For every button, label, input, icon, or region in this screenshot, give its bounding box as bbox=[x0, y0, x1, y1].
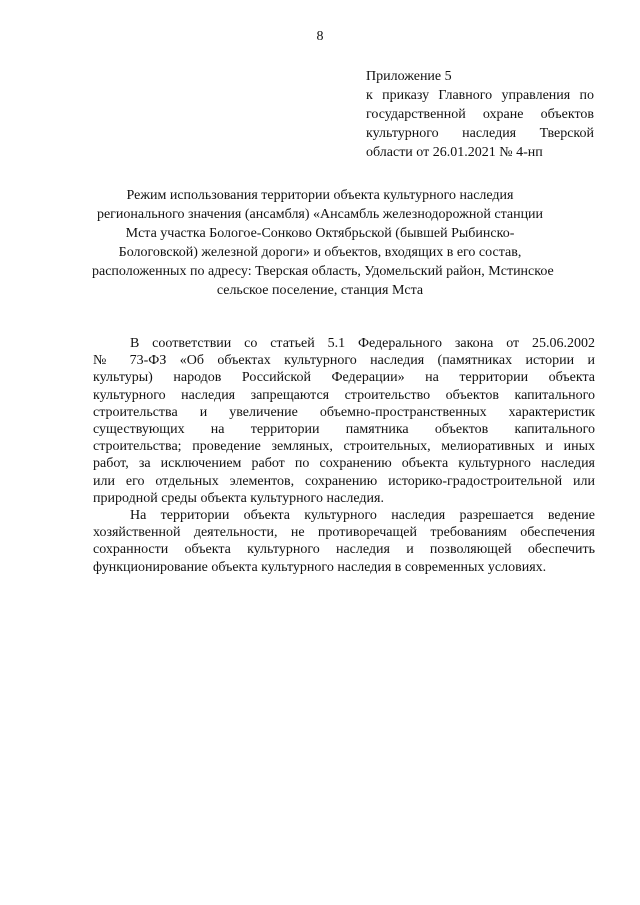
paragraph-line: строительства; проведение земляных, строительных, мелиоративных и иных bbox=[93, 439, 595, 455]
paragraph-permissions bbox=[93, 507, 595, 576]
document-title bbox=[92, 186, 554, 300]
appendix-line: к приказу Главного управления по bbox=[366, 88, 594, 103]
appendix-header bbox=[366, 67, 594, 162]
title-line: Мста участка Бологое-Сонково Октябрьской (бывшей Рыбинско- bbox=[125, 226, 515, 241]
title-line: сельское поселение, станция Мста bbox=[216, 283, 424, 298]
paragraph-line: № 73-ФЗ «Об объектах культурного наследия (памятниках истории и bbox=[93, 353, 595, 369]
title-line: Режим использования территории объекта культурного наследия bbox=[126, 188, 514, 203]
paragraph-line: хозяйственной деятельности, не противоречащей требованиям обеспечения bbox=[93, 525, 595, 541]
title-line: регионального значения (ансамбля) «Ансамбль железнодорожной станции bbox=[96, 207, 544, 222]
page-number: 8 bbox=[316, 29, 324, 44]
title-line: расположенных по адресу: Тверская область, Удомельский район, Мстинское bbox=[92, 264, 554, 279]
appendix-line: области от 26.01.2021 № 4-нп bbox=[366, 145, 543, 160]
title-line: Бологовской) железной дороги» и объектов, входящих в его состав, bbox=[118, 245, 522, 260]
document-body bbox=[93, 335, 595, 576]
paragraph-line: строительства и увеличение объемно-пространственных характеристик bbox=[93, 404, 595, 420]
paragraph-line: природной среды объекта культурного наследия. bbox=[93, 490, 384, 506]
paragraph-line: сохранности объекта культурного наследия и позволяющей обеспечить bbox=[93, 542, 595, 558]
paragraph-line: функционирование объекта культурного наследия в современных условиях. bbox=[93, 559, 547, 575]
paragraph-line: культуры) народов Российской Федерации» на территории объекта bbox=[93, 370, 595, 386]
paragraph-line: На территории объекта культурного наследия разрешается ведение bbox=[130, 508, 595, 524]
appendix-line: государственной охране объектов bbox=[366, 107, 594, 122]
paragraph-line: В соответствии со статьей 5.1 Федерального закона от 25.06.2002 bbox=[130, 336, 595, 351]
appendix-line: Приложение 5 bbox=[366, 69, 452, 84]
paragraph-line: или его отдельных элементов, сохранению историко-градостроительной или bbox=[93, 473, 595, 489]
paragraph-line: культурного наследия запрещаются строительство объектов капитального bbox=[93, 387, 595, 403]
paragraph-line: существующих на территории памятника объектов капитального bbox=[93, 422, 595, 438]
paragraph-line: работ, за исключением работ по сохранению объекта культурного наследия bbox=[93, 456, 595, 472]
paragraph-prohibitions bbox=[93, 335, 595, 507]
appendix-line: культурного наследия Тверской bbox=[366, 126, 594, 141]
